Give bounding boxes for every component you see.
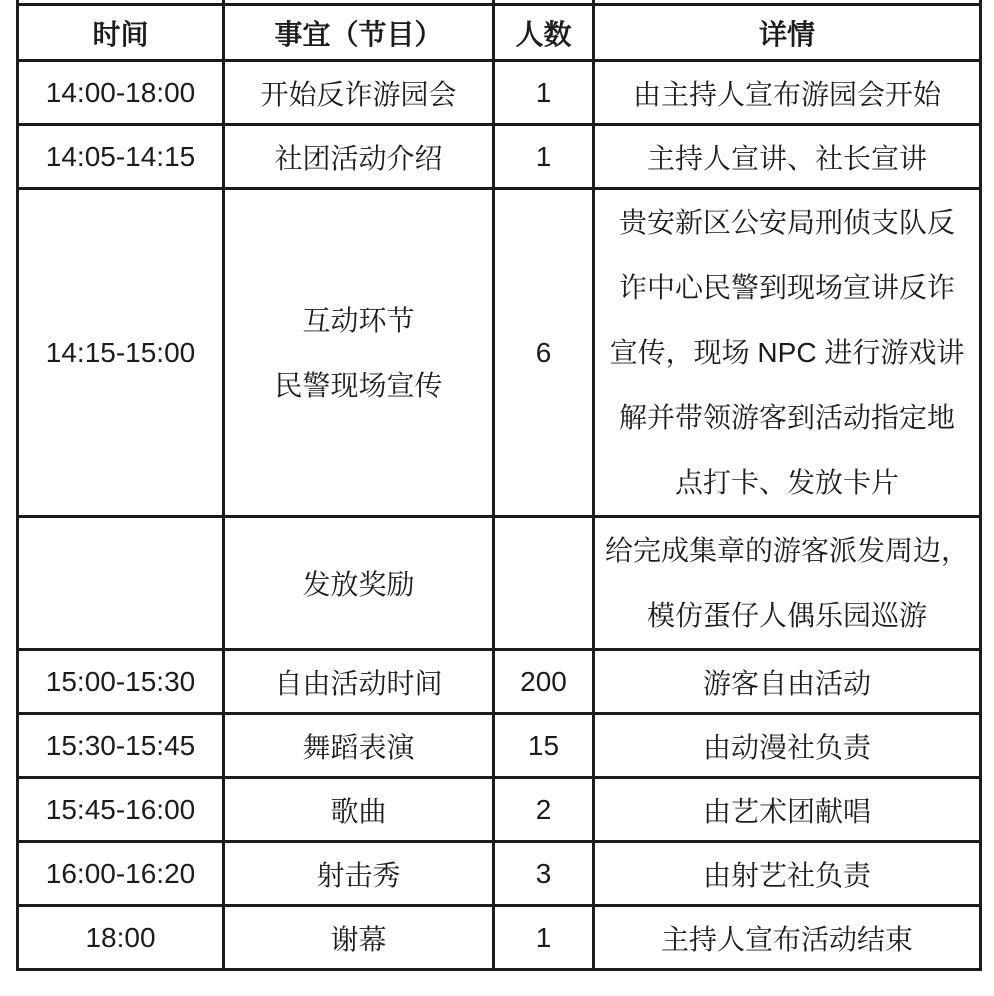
cell-details: [594, 189, 981, 517]
cell-time: 14:00-18:00: [18, 61, 224, 125]
cell-time: 14:15-15:00: [18, 189, 224, 517]
col-header-details: 详情: [594, 5, 981, 61]
col-header-count: 人数: [494, 5, 594, 61]
cell-time: 15:00-15:30: [18, 650, 224, 714]
cell-time: [18, 517, 224, 650]
table-row: [18, 61, 981, 125]
table-row: [18, 125, 981, 189]
table-header-row: [18, 5, 981, 61]
cell-details: 主持人宣讲、社长宣讲: [594, 125, 981, 189]
cell-details: 由动漫社负责: [594, 714, 981, 778]
details-line: 宣传，现场 NPC 进行游戏讲: [609, 337, 965, 368]
cell-event: 社团活动介绍: [224, 125, 494, 189]
details-line: 诈中心民警到现场宣讲反诈: [618, 272, 955, 303]
cell-count: 1: [494, 61, 594, 125]
cell-count: 15: [494, 714, 594, 778]
cell-time: 18:00: [18, 906, 224, 970]
cell-event: [224, 189, 494, 517]
details-line: 解并带领游客到活动指定地: [618, 402, 955, 433]
cell-event: 舞蹈表演: [224, 714, 494, 778]
cell-event: 发放奖励: [224, 517, 494, 650]
table-row: [18, 714, 981, 778]
cell-count: 6: [494, 189, 594, 517]
cell-count: 1: [494, 125, 594, 189]
table-row: [18, 650, 981, 714]
cell-details: 由主持人宣布游园会开始: [594, 61, 981, 125]
cell-event: 歌曲: [224, 778, 494, 842]
cell-count: [494, 517, 594, 650]
col-header-event: 事宜（节目）: [224, 5, 494, 61]
cell-details: 主持人宣布活动结束: [594, 906, 981, 970]
cell-details: [594, 517, 981, 650]
cell-event: 开始反诈游园会: [224, 61, 494, 125]
details-line: 贵安新区公安局刑侦支队反: [618, 207, 955, 238]
cell-count: 200: [494, 650, 594, 714]
cell-time: 15:45-16:00: [18, 778, 224, 842]
table-row: [18, 778, 981, 842]
table-row: [18, 189, 981, 517]
cell-event: 射击秀: [224, 842, 494, 906]
cell-count: 1: [494, 906, 594, 970]
cell-event: 自由活动时间: [224, 650, 494, 714]
col-header-time: 时间: [18, 5, 224, 61]
cell-time: 16:00-16:20: [18, 842, 224, 906]
cell-count: 2: [494, 778, 594, 842]
schedule-table: [16, 0, 982, 971]
details-line: 给完成集章的游客派发周边，: [604, 535, 969, 566]
cell-count: 3: [494, 842, 594, 906]
cell-event: 谢幕: [224, 906, 494, 970]
details-line: 模仿蛋仔人偶乐园巡游: [646, 600, 927, 631]
table-row: [18, 517, 981, 650]
cell-time: 15:30-15:45: [18, 714, 224, 778]
cell-details: 由艺术团献唱: [594, 778, 981, 842]
event-line: 互动环节: [302, 304, 415, 336]
cell-details: 游客自由活动: [594, 650, 981, 714]
table-row: [18, 906, 981, 970]
details-line: 点打卡、发放卡片: [674, 467, 899, 498]
table-row: [18, 842, 981, 906]
cell-details: 由射艺社负责: [594, 842, 981, 906]
event-line: 民警现场宣传: [274, 369, 443, 401]
cell-time: 14:05-14:15: [18, 125, 224, 189]
